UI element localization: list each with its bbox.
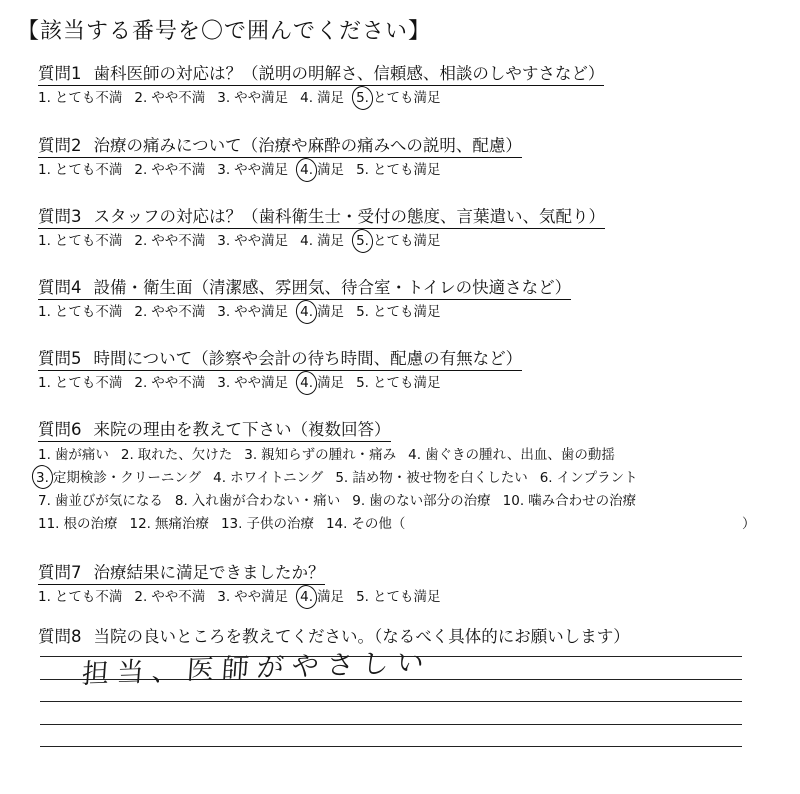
option-label: とても不満 xyxy=(54,233,123,249)
option-label: その他（ xyxy=(351,516,406,532)
option-number: 5. xyxy=(356,589,369,605)
option-number: 5. xyxy=(335,470,349,486)
option-number: 5. xyxy=(356,304,369,320)
option-number: 5. xyxy=(356,375,369,391)
rating-option-3[interactable] xyxy=(217,302,288,322)
rating-option-1[interactable] xyxy=(38,302,122,322)
visit-reason-options xyxy=(36,444,756,536)
option-number: 4. xyxy=(300,589,314,605)
question-label: 質問4 xyxy=(38,278,82,297)
rating-option-3[interactable] xyxy=(217,231,288,251)
option-label: とても満足 xyxy=(372,90,441,106)
option-label: 満足 xyxy=(317,304,345,320)
question-label: 質問7 xyxy=(38,563,82,582)
question-label: 質問6 xyxy=(38,420,82,439)
option-label: 定期検診・クリーニング xyxy=(52,470,202,486)
question-1 xyxy=(38,64,604,108)
answer-line xyxy=(40,746,742,747)
rating-options xyxy=(38,231,605,251)
option-label: やや満足 xyxy=(234,162,289,178)
rating-option-4[interactable] xyxy=(300,160,344,180)
question-6 xyxy=(36,420,756,536)
option-number: 12. xyxy=(129,516,151,532)
reason-option[interactable] xyxy=(129,513,208,536)
rating-options xyxy=(38,160,522,180)
option-label: とても満足 xyxy=(372,233,441,249)
option-label: 歯のない部分の治療 xyxy=(369,493,491,509)
option-label: やや不満 xyxy=(151,304,206,320)
rating-options xyxy=(38,302,571,322)
question-3 xyxy=(38,207,605,251)
option-label: やや不満 xyxy=(151,233,206,249)
rating-option-1[interactable] xyxy=(38,160,122,180)
rating-option-5[interactable] xyxy=(356,302,440,322)
answer-line xyxy=(40,701,742,702)
option-label: 満足 xyxy=(317,375,345,391)
option-number: 4. xyxy=(300,162,314,178)
option-label: 詰め物・被せ物を白くしたい xyxy=(352,470,528,486)
option-label: 歯ぐきの腫れ、出血、歯の動揺 xyxy=(425,447,615,463)
option-label: やや満足 xyxy=(234,90,289,106)
option-label: とても不満 xyxy=(54,162,123,178)
rating-option-1[interactable] xyxy=(38,88,122,108)
reason-option[interactable] xyxy=(244,444,396,467)
question-text: 当院の良いところを教えてください。（なるべく具体的にお願いします） xyxy=(93,627,630,646)
rating-option-2[interactable] xyxy=(134,160,205,180)
option-label: やや不満 xyxy=(151,90,206,106)
question-5-heading xyxy=(38,349,522,371)
question-1-heading xyxy=(38,64,604,86)
option-label: とても不満 xyxy=(54,90,123,106)
rating-option-5[interactable] xyxy=(356,587,440,607)
option-label: やや満足 xyxy=(234,589,289,605)
option-number: 13. xyxy=(220,516,243,532)
option-number: 2. xyxy=(120,447,134,463)
reason-option[interactable] xyxy=(408,444,615,467)
option-number: 4. xyxy=(300,233,314,249)
option-number: 3. xyxy=(217,375,231,391)
option-number: 4. xyxy=(300,375,314,391)
reason-row xyxy=(38,444,650,467)
rating-option-3[interactable] xyxy=(217,587,288,607)
rating-option-4[interactable] xyxy=(300,373,344,393)
option-label: 子供の治療 xyxy=(246,516,314,532)
question-4-heading xyxy=(38,278,571,300)
reason-row xyxy=(38,513,756,536)
question-label: 質問3 xyxy=(38,207,82,226)
option-number: 2. xyxy=(134,162,148,178)
question-text: 時間について（診察や会計の待ち時間、配慮の有無など） xyxy=(93,349,523,368)
option-number: 4. xyxy=(300,90,314,106)
reason-option[interactable] xyxy=(540,467,638,490)
question-6-heading xyxy=(38,420,391,442)
question-2 xyxy=(38,136,522,180)
option-label: 親知らずの腫れ・痛み xyxy=(261,447,397,463)
rating-option-5[interactable] xyxy=(356,160,440,180)
rating-options xyxy=(38,373,522,393)
rating-option-2[interactable] xyxy=(134,373,205,393)
option-number: 10. xyxy=(502,493,525,509)
question-label: 質問2 xyxy=(38,136,82,155)
rating-options xyxy=(38,88,604,108)
option-number: 2. xyxy=(134,304,148,320)
option-number: 3. xyxy=(244,447,258,463)
option-number: 1. xyxy=(38,233,51,249)
option-label: とても満足 xyxy=(372,162,441,178)
option-label: 根の治療 xyxy=(63,516,118,532)
option-number: 1. xyxy=(38,447,51,463)
question-7-heading xyxy=(38,563,325,585)
option-label: やや満足 xyxy=(234,304,289,320)
rating-option-5[interactable] xyxy=(356,373,440,393)
option-label: やや不満 xyxy=(151,375,206,391)
question-5 xyxy=(38,349,522,393)
question-text: スタッフの対応は？（歯科衛生士・受付の態度、言葉遣い、気配り） xyxy=(93,207,605,226)
rating-option-3[interactable] xyxy=(217,88,288,108)
rating-option-2[interactable] xyxy=(134,587,205,607)
option-number: 3. xyxy=(217,162,231,178)
option-label: 噛み合わせの治療 xyxy=(528,493,637,509)
option-label: 歯が痛い xyxy=(54,447,109,463)
option-number: 2. xyxy=(134,375,148,391)
option-number: 7. xyxy=(38,493,51,509)
page-title: 【該当する番号を〇で囲んでください】 xyxy=(17,19,432,44)
option-label: とても満足 xyxy=(372,589,441,605)
question-text: 歯科医師の対応は？（説明の明解さ、信頼感、相談のしやすさなど） xyxy=(93,64,605,83)
reason-option[interactable] xyxy=(38,513,117,536)
other-close-paren: ） xyxy=(742,516,756,532)
rating-option-4[interactable] xyxy=(300,231,344,251)
option-number: 11. xyxy=(38,516,60,532)
reason-option[interactable] xyxy=(213,467,323,490)
rating-option-1[interactable] xyxy=(38,373,122,393)
option-number: 14. xyxy=(325,516,348,532)
option-number: 3. xyxy=(217,589,231,605)
option-label: 歯並びが気になる xyxy=(54,493,163,509)
option-number: 9. xyxy=(352,493,366,509)
option-label: 取れた、欠けた xyxy=(137,447,233,463)
question-text: 設備・衛生面（清潔感、雰囲気、待合室・トイレの快適さなど） xyxy=(93,278,572,297)
reason-option[interactable] xyxy=(36,467,201,490)
option-label: とても満足 xyxy=(372,304,441,320)
option-label: やや不満 xyxy=(151,162,206,178)
option-number: 8. xyxy=(174,493,188,509)
option-number: 6. xyxy=(539,470,553,486)
option-number: 5. xyxy=(356,233,369,249)
question-label: 質問8 xyxy=(38,627,82,646)
reason-option[interactable] xyxy=(335,467,527,490)
option-number: 1. xyxy=(38,162,51,178)
option-number: 3. xyxy=(217,90,231,106)
answer-line xyxy=(40,724,742,725)
rating-option-1[interactable] xyxy=(38,587,122,607)
option-label: とても不満 xyxy=(54,304,123,320)
rating-option-4[interactable] xyxy=(300,88,344,108)
reason-option[interactable] xyxy=(38,444,109,467)
option-label: 満足 xyxy=(317,162,345,178)
option-number: 3. xyxy=(36,470,49,486)
question-2-heading xyxy=(38,136,522,158)
question-text: 治療結果に満足できましたか？ xyxy=(93,563,325,582)
option-number: 1. xyxy=(38,90,51,106)
reason-option[interactable] xyxy=(121,444,232,467)
reason-option[interactable] xyxy=(221,513,314,536)
rating-option-1[interactable] xyxy=(38,231,122,251)
question-3-heading xyxy=(38,207,605,229)
reason-option[interactable] xyxy=(352,490,490,513)
option-label: ホワイトニング xyxy=(230,470,324,486)
reason-option[interactable] xyxy=(503,490,636,513)
option-label: 入れ歯が合わない・痛い xyxy=(191,493,341,509)
question-text: 治療の痛みについて（治療や麻酔の痛みへの説明、配慮） xyxy=(93,136,522,155)
option-number: 3. xyxy=(217,304,231,320)
option-label: やや不満 xyxy=(151,589,206,605)
option-number: 1. xyxy=(38,589,51,605)
option-number: 5. xyxy=(356,90,369,106)
rating-option-3[interactable] xyxy=(217,373,288,393)
question-label: 質問5 xyxy=(38,349,82,368)
option-label: 無痛治療 xyxy=(154,516,209,532)
rating-option-5[interactable] xyxy=(356,231,440,251)
rating-option-4[interactable] xyxy=(300,587,344,607)
option-number: 2. xyxy=(134,90,148,106)
handwritten-answer: 担当、医師がやさしい xyxy=(80,646,433,691)
rating-options xyxy=(38,587,452,607)
option-label: とても満足 xyxy=(372,375,441,391)
rating-option-2[interactable] xyxy=(134,302,205,322)
option-number: 4. xyxy=(408,447,422,463)
option-label: とても不満 xyxy=(54,375,123,391)
question-label: 質問1 xyxy=(38,64,82,83)
option-label: 満足 xyxy=(317,90,345,106)
option-number: 5. xyxy=(356,162,369,178)
option-number: 1. xyxy=(38,304,51,320)
option-label: インプラント xyxy=(556,470,638,486)
reason-option[interactable] xyxy=(38,490,163,513)
option-label: 満足 xyxy=(317,589,345,605)
rating-option-2[interactable] xyxy=(134,231,205,251)
reason-row xyxy=(36,467,650,490)
option-number: 2. xyxy=(134,589,148,605)
rating-option-4[interactable] xyxy=(300,302,344,322)
option-number: 4. xyxy=(300,304,314,320)
option-number: 4. xyxy=(213,470,227,486)
option-number: 3. xyxy=(217,233,231,249)
question-7 xyxy=(38,563,452,607)
option-label: やや満足 xyxy=(234,375,289,391)
question-4 xyxy=(38,278,571,322)
option-label: 満足 xyxy=(317,233,345,249)
rating-option-3[interactable] xyxy=(217,160,288,180)
option-number: 2. xyxy=(134,233,148,249)
reason-row xyxy=(38,490,650,513)
reason-option[interactable] xyxy=(326,513,405,536)
question-text: 来院の理由を教えて下さい（複数回答） xyxy=(93,420,391,439)
rating-option-5[interactable] xyxy=(356,88,440,108)
rating-option-2[interactable] xyxy=(134,88,205,108)
reason-option[interactable] xyxy=(175,490,340,513)
option-label: とても不満 xyxy=(54,589,123,605)
option-number: 1. xyxy=(38,375,51,391)
option-label: やや満足 xyxy=(234,233,289,249)
